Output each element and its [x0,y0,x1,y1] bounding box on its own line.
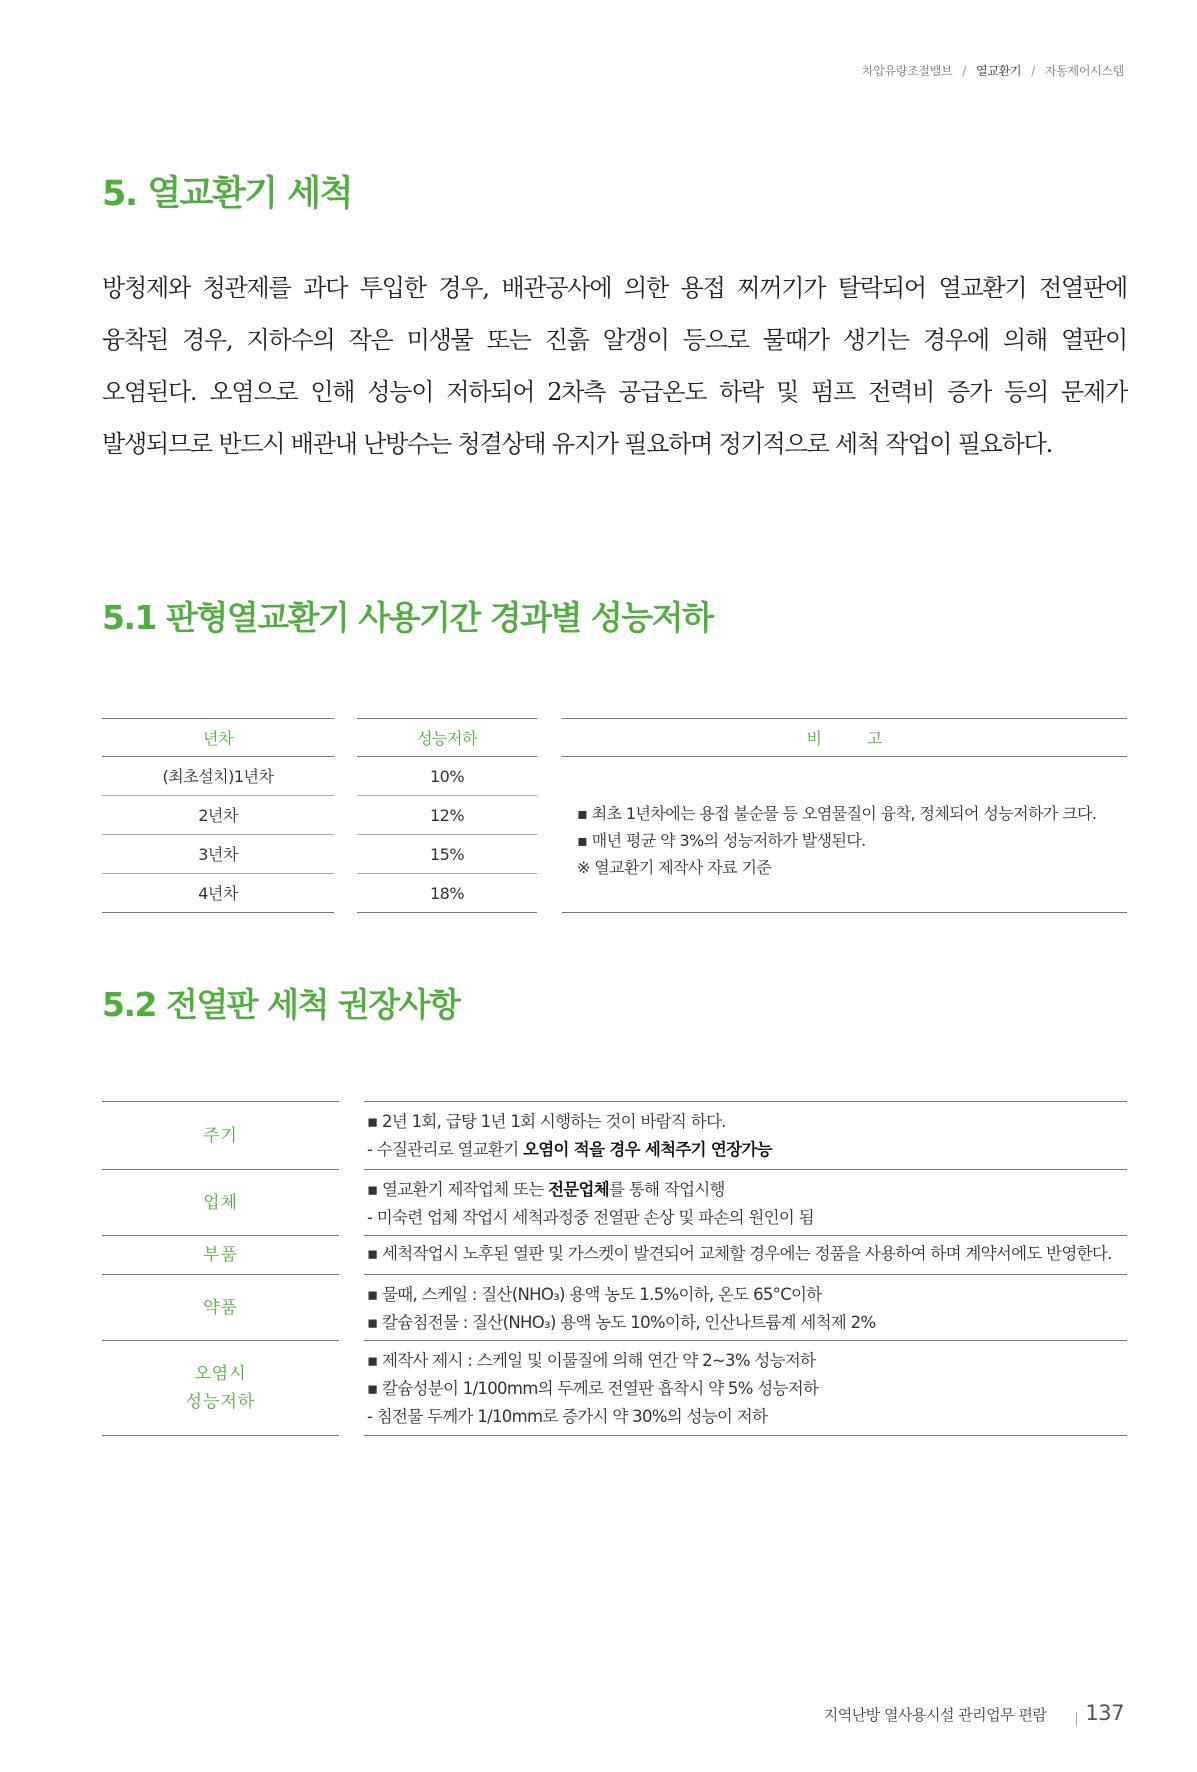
performance-header: 성능저하 [357,718,537,757]
chemicals-content [364,1274,1127,1340]
footer-divider [1076,1712,1077,1726]
note-line: ▪ 매년 평균 약 3%의 성능저하가 발생된다. [577,831,866,850]
subsection-title-5-1: 5.1 판형열교환기 사용기간 경과별 성능저하 [102,598,713,637]
footer-title: 지역난방 열사용시설 관리업무 편람 [823,1706,1047,1724]
year-header: 년차 [102,718,334,757]
note-header: 비 고 [562,718,1127,757]
breadcrumb-separator: / [1031,64,1035,78]
parts-content [364,1235,1127,1274]
contamination-line: ▪ 칼슘성분이 1/100mm의 두께로 전열판 흡착시 약 5% 성능저하 [367,1379,819,1398]
year-cell: 4년차 [102,874,334,913]
emphasis-text: 오염이 적을 경우 세척주기 연장가능 [523,1140,772,1159]
parts-line: ▪ 세척작업시 노후된 열판 및 가스켓이 발견되어 교체할 경우에는 정품을 사용하여 하며 계약서에도 반영한다. [367,1244,1112,1263]
year-cell: 2년차 [102,796,334,835]
performance-column [357,718,537,913]
note-body [562,757,1127,913]
recommendation-table [102,1101,1127,1436]
breadcrumb-item-valve[interactable]: 차압유량조절밸브 [861,64,953,78]
note-line: ▪ 최초 1년차에는 용접 불순물 등 오염물질이 융착, 정체되어 성능저하가 크다. [577,804,1097,823]
year-column [102,718,334,913]
subsection-title-5-2: 5.2 전열판 세척 권장사항 [102,985,460,1024]
parts-label: 부품 [102,1235,339,1274]
company-label: 업체 [102,1169,339,1235]
performance-cell: 10% [357,757,537,796]
section-title: 5. 열교환기 세척 [102,174,352,214]
chemicals-line: ▪ 칼슘침전물 : 질산(NHO₃) 용액 농도 10%이하, 인산나트륨계 세척제 2% [367,1313,876,1332]
cycle-row [102,1101,1127,1169]
contamination-row [102,1340,1127,1436]
contamination-line: - 침전물 두께가 1/10mm로 증가시 약 30%의 성능이 저하 [367,1407,768,1426]
breadcrumb-item-heat-exchanger[interactable]: 열교환기 [976,64,1022,78]
chemicals-row [102,1274,1127,1340]
company-line: ▪ 열교환기 제작업체 또는 전문업체를 통해 작업시행 [367,1180,725,1199]
cycle-content [364,1101,1127,1169]
contamination-label: 오염시 성능저하 [102,1340,339,1436]
breadcrumb-separator: / [962,64,967,78]
parts-row [102,1235,1127,1274]
year-cell: (최초설치)1년차 [102,757,334,796]
contamination-content [364,1340,1127,1436]
note-source: ※ 열교환기 제작사 자료 기준 [577,858,772,877]
company-line: - 미숙련 업체 작업시 세척과정중 전열판 손상 및 파손의 원인이 됨 [367,1208,814,1227]
cycle-label: 주기 [102,1101,339,1169]
emphasis-text: 전문업체 [548,1180,610,1199]
company-content [364,1169,1127,1235]
page-number: 137 [1085,1701,1124,1725]
chemicals-label: 약품 [102,1274,339,1340]
breadcrumb [862,62,1124,79]
company-row [102,1169,1127,1235]
cycle-line: ▪ 2년 1회, 급탕 1년 1회 시행하는 것이 바람직 하다. [367,1112,726,1131]
year-cell: 3년차 [102,835,334,874]
performance-cell: 12% [357,796,537,835]
page-footer [824,1701,1124,1725]
performance-cell: 15% [357,835,537,874]
intro-paragraph: 방청제와 청관제를 과다 투입한 경우, 배관공사에 의한 용접 찌꺼기가 탈락되어 열교환기 전열판에 융착된 경우, 지하수의 작은 미생물 또는 진흙 알갱이 등으로 물때가 생기는 경우에 의해 열판이 오염된다. 오염으로 인해 성능이 저하되어 2차측 공급온도 하락 및 펌프 전력비 증가 등의 문제가 발생되므로 반드시 배관내 난방수는 청결상태 유지가 필요하며 정기적으로 세척 작업이 필요하다. [102,274,1127,458]
breadcrumb-item-auto-control[interactable]: 자동제어시스템 [1044,64,1124,78]
chemicals-line: ▪ 물때, 스케일 : 질산(NHO₃) 용액 농도 1.5%이하, 온도 65°C이하 [367,1285,822,1304]
performance-cell: 18% [357,874,537,913]
cycle-line: - 수질관리로 열교환기 오염이 적을 경우 세척주기 연장가능 [367,1140,772,1159]
note-column [562,718,1127,913]
contamination-line: ▪ 제작사 제시 : 스케일 및 이물질에 의해 연간 약 2~3% 성능저하 [367,1351,816,1370]
